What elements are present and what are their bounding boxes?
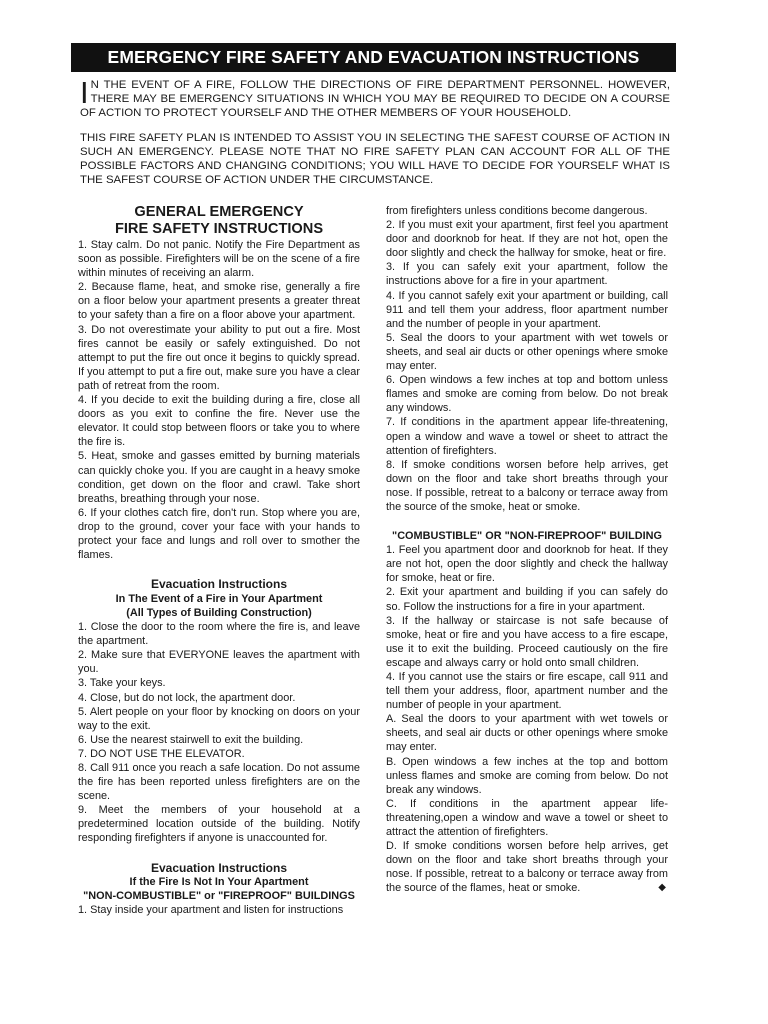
evac2-item: 8. If smoke conditions worsen before help arrives, get down on the floor and take short breaths through your nose. If possible, retreat to a balcony or terrace away from the source of the smoke, heat or smoke. xyxy=(386,458,668,513)
combustible-item: 4. If you cannot use the stairs or fire escape, call 911 and tell them your address, floor, apartment number and the number of people in your apartment. xyxy=(386,671,668,712)
end-diamond-icon: ◆ xyxy=(658,882,666,894)
intro-section xyxy=(80,75,670,187)
evacuation-subtitle-1: In The Event of a Fire in Your Apartment xyxy=(115,592,323,605)
evac-item: 6. Use the nearest stairwell to exit the building. xyxy=(78,733,304,746)
evac2-item: 4. If you cannot safely exit your apartment or building, call 911 and tell them your address, floor apartment number and the number of people in your apartment. xyxy=(386,289,668,330)
evacuation2-subtitle-1: If the Fire Is Not In Your Apartment xyxy=(129,876,309,889)
general-item: 5. Heat, smoke and gasses emitted by burning materials can quickly choke you. If you are caught in a heavy smoke condition, get down on the floor and crawl. Take short breaths, breathing through your nose. xyxy=(78,450,360,505)
general-item: 1. Stay calm. Do not panic. Notify the Fire Department as soon as possible. Firefighters will be on the scene of a fire within minutes of receiving an alarm. xyxy=(78,239,360,280)
evac2-item-1-continued: from firefighters unless conditions become dangerous. xyxy=(386,205,648,217)
general-section-title-2: FIRE SAFETY INSTRUCTIONS xyxy=(114,221,324,237)
intro-text-1: N THE EVENT OF A FIRE, FOLLOW THE DIRECTIONS OF FIRE DEPARTMENT PERSONNEL. HOWEVER, THERE MAY BE EMERGENCY SITUATIONS IN WHICH YOU MAY BE REQUIRED TO DECIDE ON A COURSE OF ACTION TO PROTECT YOURSELF AND THE OTHER MEMBERS OF YOUR HOUSEHOLD. xyxy=(80,79,670,120)
combustible-item-last xyxy=(386,839,668,895)
intro-paragraph-1 xyxy=(80,75,670,121)
evac-item: 1. Close the door to the room where the fire is, and leave the apartment. xyxy=(78,621,360,648)
combustible-section-title: "COMBUSTIBLE" OR "NON-FIREPROOF" BUILDING xyxy=(392,530,662,543)
combustible-item: C. If conditions in the apartment appear life-threatening,open a window and wave a towel or sheet to attract the attention of firefighters. xyxy=(386,797,668,839)
general-item: 2. Because flame, heat, and smoke rise, generally a fire on a floor below your apartment presents a greater threat to your safety than a fire on a floor above your apartment. xyxy=(78,281,360,322)
evac2-item: 6. Open windows a few inches at top and bottom unless flames and smoke are coming from below. Do not break any windows. xyxy=(386,374,668,415)
evac-item: 7. DO NOT USE THE ELEVATOR. xyxy=(78,747,245,760)
combustible-item: A. Seal the doors to your apartment with wet towels or sheets, and seal air ducts or other openings where smoke may enter. xyxy=(386,713,668,754)
evacuation-title-2: Evacuation Instructions xyxy=(150,860,288,875)
evac-item: 8. Call 911 once you reach a safe location. Do not assume the fire has been reported unless firefighters are on the scene. xyxy=(78,762,360,803)
combustible-item: B. Open windows a few inches at the top and bottom unless flames and smoke are coming from below. Do not break any windows. xyxy=(386,755,668,796)
evac2-item: 5. Seal the doors to your apartment with wet towels or sheets, and seal air ducts or other openings where smoke may enter. xyxy=(386,331,668,373)
left-column xyxy=(78,202,360,918)
general-section-title-1: GENERAL EMERGENCY xyxy=(134,204,304,220)
evacuation-title-1: Evacuation Instructions xyxy=(150,577,288,592)
evac-item: 2. Make sure that EVERYONE leaves the apartment with you. xyxy=(78,649,360,676)
general-item: 4. If you decide to exit the building during a fire, close all doors as you exit to confine the fire. Never use the elevator. It could stop between floors or take you to where the fire is. xyxy=(78,394,360,449)
evac-item: 5. Alert people on your floor by knocking on doors on your way to the exit. xyxy=(78,705,360,732)
combustible-item: 2. Exit your apartment and building if you can safely do so. Follow the instructions for a fire in your apartment. xyxy=(386,586,668,613)
general-item: 6. If your clothes catch fire, don't run. Stop where you are, drop to the ground, cover your face with your hands to protect your face and lungs and roll over to smother the flames. xyxy=(78,506,360,562)
evac-item: 9. Meet the members of your household at a predetermined location outside of the building. Notify responding firefighters if anyone is unaccounted for. xyxy=(78,804,360,845)
evac-item: 3. Take your keys. xyxy=(78,677,166,690)
evac2-item-1: 1. Stay inside your apartment and listen for instructions xyxy=(78,904,344,917)
evac2-item: 2. If you must exit your apartment, first feel you apartment door and doorknob for heat. If they are not hot, open the door slightly and check the hallway for smoke, heat or fire. xyxy=(386,219,668,260)
combustible-item: 1. Feel you apartment door and doorknob for heat. If they are not hot, open the door slightly and check the hallway for smoke, heat or fire. xyxy=(386,544,668,585)
evacuation-subtitle-2: (All Types of Building Construction) xyxy=(126,606,312,619)
combustible-item: 3. If the hallway or staircase is not safe because of smoke, heat or fire and you have access to a fire escape, use it to exit the building. Proceed cautiously on the fire escape and always carry or hold onto small children. xyxy=(386,614,668,669)
combustible-item-last-text: D. If smoke conditions worsen before help arrives, get down on the floor and take short breaths through your nose. If possible, retreat to a balcony or terrace away from the source of the flames, heat or smoke. xyxy=(386,840,668,895)
evac2-item: 3. If you can safely exit your apartment, follow the instructions above for a fire in your apartment. xyxy=(386,261,668,288)
drop-cap: I xyxy=(80,75,89,110)
page-title: EMERGENCY FIRE SAFETY AND EVACUATION INSTRUCTIONS xyxy=(71,43,676,72)
evacuation2-subtitle-2: "NON-COMBUSTIBLE" or "FIREPROOF" BUILDINGS xyxy=(83,890,355,903)
evac-item: 4. Close, but do not lock, the apartment door. xyxy=(78,691,296,704)
general-item: 3. Do not overestimate your ability to put out a fire. Most fires cannot be easily or safely extinguished. Do not attempt to put the fire out once it begins to quickly spread. If you attempt to put a fire out, make sure you have a clear path of retreat from the room. xyxy=(78,323,360,392)
intro-paragraph-2: THIS FIRE SAFETY PLAN IS INTENDED TO ASSIST YOU IN SELECTING THE SAFEST COURSE OF ACTION IN SUCH AN EMERGENCY. PLEASE NOTE THAT NO FIRE SAFETY PLAN CAN ACCOUNT FOR ALL OF THE POSSIBLE FACTORS AND CHANGING CONDITIONS; YOU WILL HAVE TO DECIDE FOR YOURSELF WHAT IS THE SAFEST COURSE OF ACTION UNDER THE CIRCUMSTANCE. xyxy=(80,131,670,187)
evac2-item: 7. If conditions in the apartment appear life-threatening, open a window and wave a towel or sheet to attract the attention of firefighters. xyxy=(386,416,668,457)
right-column xyxy=(386,204,668,896)
